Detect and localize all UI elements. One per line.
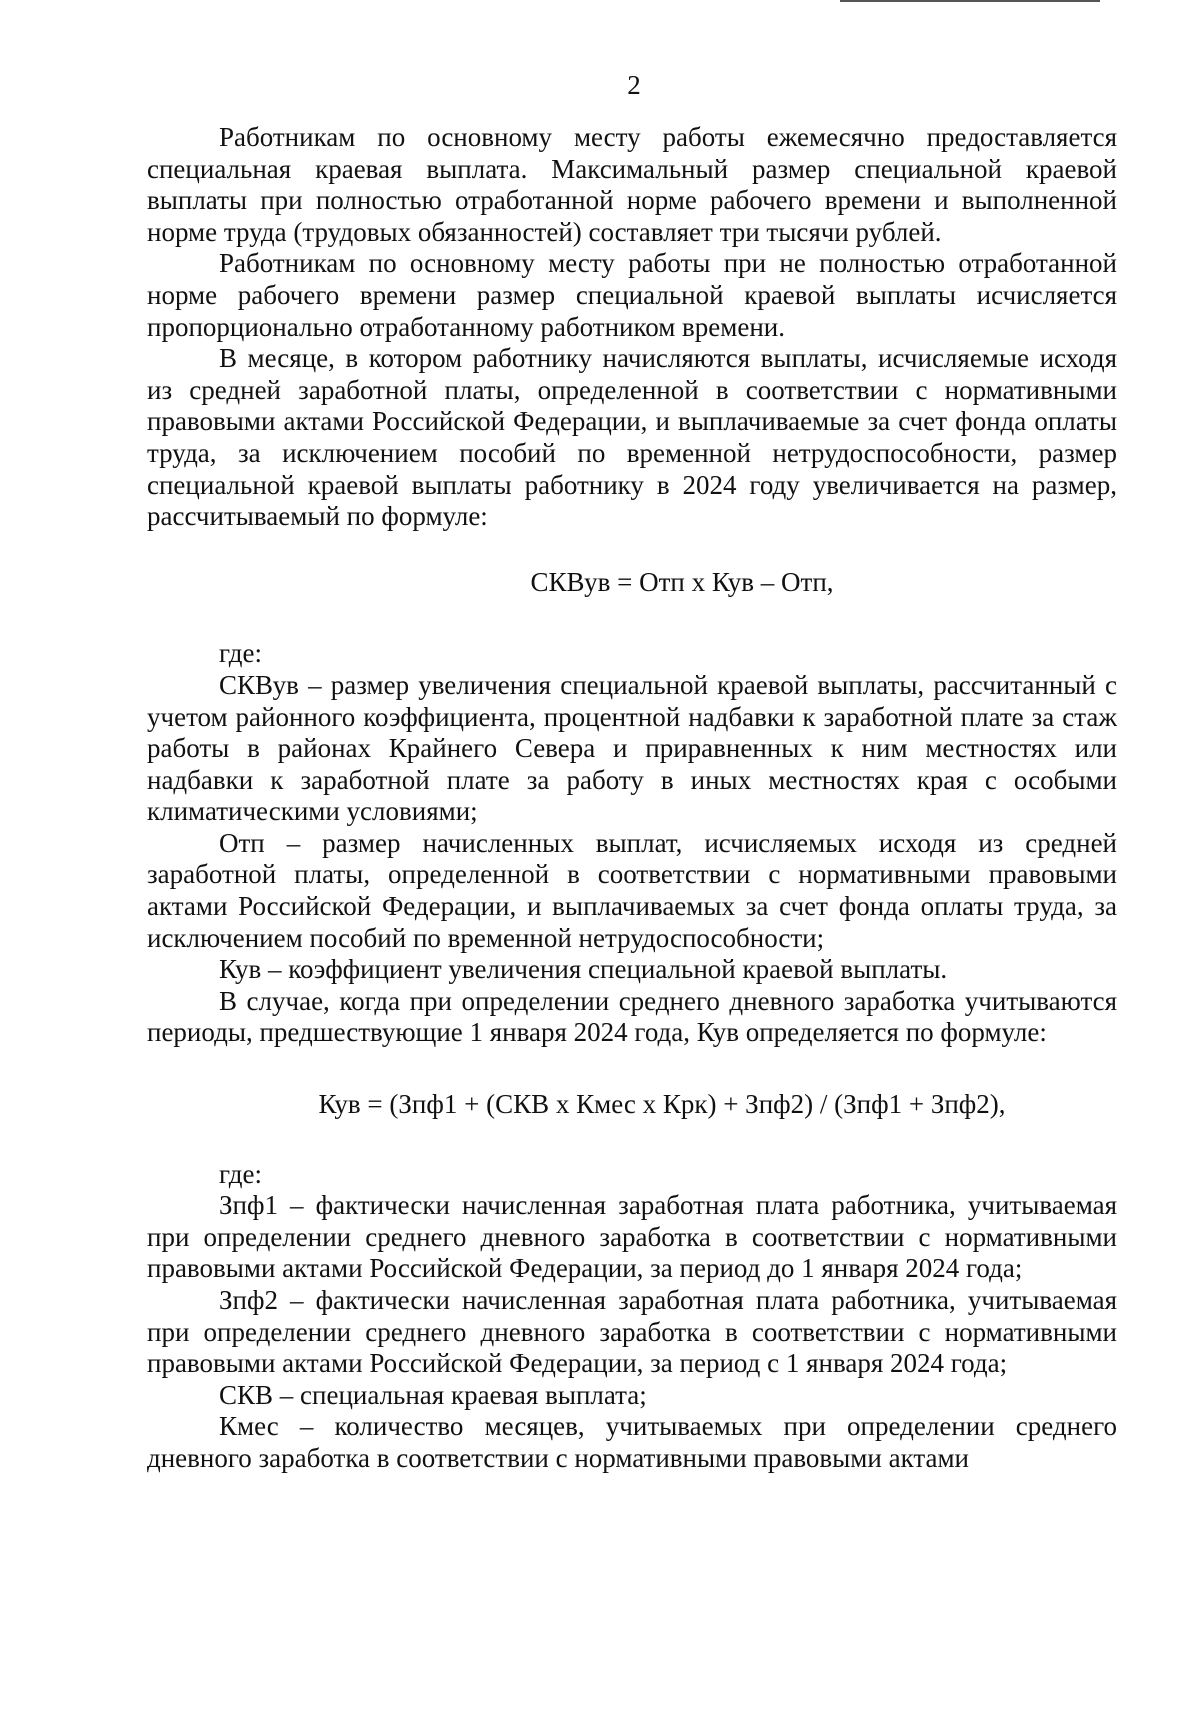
paragraph-increase-condition: В месяце, в котором работнику начисляются выплаты, исчисляемые исходя из средней заработной платы, определенной в соответствии с нормативными правовыми актами Российской Федерации, и выплачиваемые за счет фонда оплаты труда, за исключением пособий по временной нетрудоспособности, размер специальной краевой выплаты работнику в 2024 году увеличивается на размер, рассчитываемый по формуле: [147, 343, 1117, 532]
where-label: где: [219, 638, 262, 669]
paragraph-proportional-payment: Работникам по основному месту работы при не полностью отработанной норме рабочего времени размер специальной краевой выплаты исчисляется пропорционально отработанному работником времени. [147, 248, 1117, 342]
where-label-2: где: [219, 1158, 262, 1189]
document-body [147, 122, 1117, 1475]
definition-otp: Отп – размер начисленных выплат, исчисляемых исходя из средней заработной платы, определенной в соответствии с нормативными правовыми актами Российской Федерации, и выплачиваемых за счет фонда оплаты труда, за исключением пособий по временной нетрудоспособности; [147, 827, 1117, 953]
page-number: 2 [627, 70, 641, 100]
definition-skvuv: СКВув – размер увеличения специальной краевой выплаты, рассчитанный с учетом районного коэффициента, процентной надбавки к заработной плате за стаж работы в районах Крайнего Севера и приравненных к ним местностях или надбавки к заработной плате за работу в иных местностях края с особыми климатическими условиями; [147, 669, 1117, 827]
paragraph-kuv-case: В случае, когда при определении среднего дневного заработка учитываются периоды, предшествующие 1 января 2024 года, Кув определяется по формуле: [147, 985, 1117, 1048]
paragraph-monthly-payment: Работникам по основному месту работы ежемесячно предоставляется специальная краевая выплата. Максимальный размер специальной краевой выплаты при полностью отработанной норме рабочего времени и выполненной норме труда (трудовых обязанностей) составляет три тысячи рублей. [147, 122, 1117, 247]
definition-zpf1: Зпф1 – фактически начисленная заработная плата работника, учитываемая при определении среднего дневного заработка в соответствии с нормативными правовыми актами Российской Федерации, за период до 1 января 2024 года; [147, 1190, 1117, 1284]
definition-zpf2: Зпф2 – фактически начисленная заработная плата работника, учитываемая при определении среднего дневного заработка в соответствии с нормативными правовыми актами Российской Федерации, за период с 1 января 2024 года; [147, 1285, 1117, 1379]
formula-skvuv: СКВув = Отп х Кув – Отп, [530, 566, 834, 597]
definition-kuv: Кув – коэффициент увеличения специальной краевой выплаты. [219, 954, 948, 985]
formula-kuv: Кув = (Зпф1 + (СКВ х Кмес х Крк) + Зпф2) / (Зпф1 + Зпф2), [318, 1089, 1006, 1120]
scan-edge-mark [840, 0, 1100, 2]
definition-skv: СКВ – специальная краевая выплата; [219, 1379, 647, 1410]
definition-kmes: Кмес – количество месяцев, учитываемых при определении среднего дневного заработка в соответствии с нормативными правовыми актами [147, 1411, 1117, 1473]
